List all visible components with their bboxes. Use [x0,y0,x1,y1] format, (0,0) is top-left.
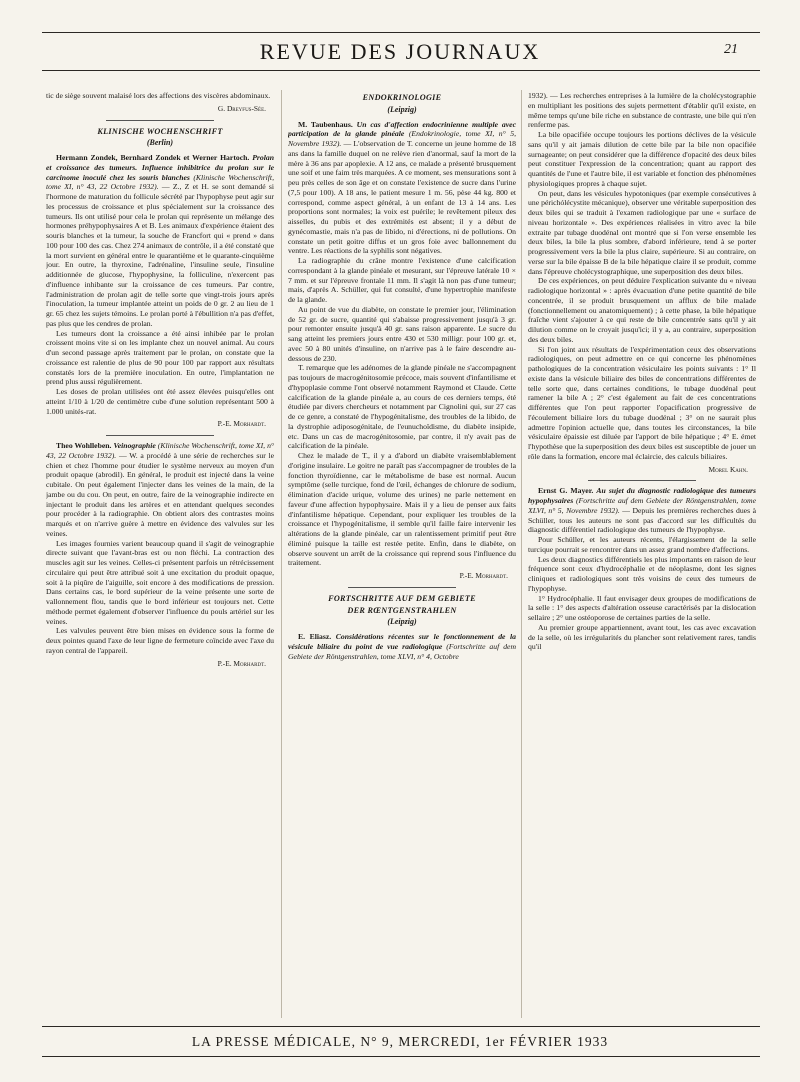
article-paragraph: 1° Hydrocéphalie. Il faut envisager deux groupes de modifications de la selle : 1° des aspects d'altération osseuse caractérisés par la dislocation sellaire ; 2° une ostéoporose de certaines parties de la selle. [528,593,756,622]
divider [348,587,456,588]
running-header-title: REVUE DES JOURNAUX [259,39,541,64]
article-source: (Klinische Wochenschrift, tome XI, n° 43, 22 Octobre 1932). [46,172,274,192]
article-header [288,632,516,661]
header-rule-bottom [42,70,760,71]
article-paragraph: Au premier groupe appartiennent, avant tout, les cas avec excavation de la selle, où les irrégularités du plancher sont relativement rares, tandis qu'il [528,622,756,652]
article-title: Considérations récentes sur le fonctionnement de la vésicule biliaire du point de vue radiologique [288,632,516,651]
article-author: E. Eliasz. [298,632,332,641]
signature: P.-E. Morhardt. [217,658,266,668]
article-wohlleben [46,441,274,668]
divider [106,435,214,436]
signature: G. Dreyfus-Sée. [217,103,266,113]
column-separator-1 [281,90,282,1018]
article-source: (Fortschritte auf dem Gebiete der Röntgenstrahlen, tome XLVI, n° 4, Octobre [288,641,516,661]
article-author: Ernst G. Mayer. [538,486,594,496]
divider [106,120,214,121]
article-header [528,486,756,535]
article-paragraph: Les images fournies varient beaucoup quand il s'agit de veinographie directe suivant que l'avant-bras est ou non fléchi. La contraction des muscles agit sur les veines. Celles-ci présentent parfois un rétrécissement circulaire qui peut être attribué soit à une excitation du produit opaque, soit à la piqûre de l'aiguille, soit encore à des modifications de pression. Dans certains cas, le bord supérieur de la veine présente une sorte de vallonnement flou, tandis que le bord inférieur est toujours net. Cette méthode permet également d'observer l'influence du pouls artériel sur les veines. [46,538,274,626]
article-paragraph: Au point de vue du diabète, on constate le premier jour, l'élimination de 52 gr. de sucre, quantité qui s'abaisse progressivement jusqu'à 3 gr. pour remonter ensuite jusqu'à 40 gr. sans raison apparente. Le sucre du sang atteint les premiers jours entre 430 et 530 milligr. pour 100 gr. et, avec 50 à 80 unités d'insuline, on n'arrive pas à le faire descendre au-dessous de 230. [288,304,516,363]
column-3 [528,91,756,1016]
article-paragraph: La radiographie du crâne montre l'existence d'une calcification correspondant à la glande pinéale et mesurant, sur l'épreuve latérale 10 × 7 mm. et sur l'épreuve frontale 11 mm. Il s'agit là non pas d'une tumeur; mais, d'après A. Schüller, qui fut consulté, d'une hypertrophie manifeste de la glande. [288,256,516,304]
column-separator-2 [521,90,522,1018]
article-zondek [46,153,274,429]
article-paragraph: T. remarque que les adénomes de la glande pinéale ne s'accompagnent pas toujours de macrogénitosomie précoce, mais souvent d'infantilisme et d'hypoplasie comme l'ont observé notamment Raymond et Claude. Cette calcification de la glande pinéale a, au cours de ces derniers temps, été étudiée par divers chercheurs et notamment par Cignolini qui, sur 27 cas de ce genre, a constaté de l'hypogénitalisme, des troubles de la libido, de la dystrophie adiposogénitale, de l'eunuchoïdisme, du diabète insipide, etc. Dans un cas de macrogénitosomie, par contre, il n'y avait pas de calcification de la pinéale. [288,363,516,451]
article-source: (Endokrinologie, tome XI, n° 5, Novembre 1932). [288,129,516,148]
article-header [288,120,516,257]
article-paragraph: — Depuis les premières recherches dues à Schüller, tous les auteurs ne sont pas d'accord sur les difficultés du diagnostic différentiel radiologique des tumeurs de l'hypophyse. [528,505,756,535]
article-paragraph: Les tumeurs dont la croissance a été ainsi inhibée par le prolan croissent moins vite si on les implante chez un nouvel animal. Au cours d'un second passage après traitement par le prolan, on constate que la croissance est ralentie de plus de 90 pour 100 par rapport aux résultats constatés lors de la première inoculation. En outre, l'implantation ne prend plus aussi régulièrement. [46,328,274,387]
article-paragraph: Chez le malade de T., il y a d'abord un diabète vraisemblablement d'origine insulaire. Le goitre ne paraît pas s'accompagner de troubles de la fonction thyroïdienne, car le métabolisme de base est normal. Aucun symptôme (selle turcique, fond de l'œil, échanges de chlorure de sodium, élimination d'acide urique, volume des urines) ne parle nettement en faveur d'une affection hypophysaire. Mais il y a lieu de penser aux faits d'infantilisme hépatique. Cependant, pour expliquer les troubles de la croissance et l'hypogénitalisme, il semble qu'il faille faire intervenir les altérations de la glande pinéale, car un ralentissement primitif peut être éliminé puisque la taille est restée petite. Enfin, dans le diabète, on observe souvent un arrêt de la croissance qui reprend sous l'influence du traitement. [288,451,516,568]
article-title: Au sujet du diagnostic radiologique des tumeurs hypophysaires [528,486,756,505]
journal-section-heading: ENDOKRINOLOGIE [362,93,442,102]
article-author: Hermann Zondek, Bernhard Zondek et Werner Hartoch. [56,153,250,162]
article-paragraph: — L'observation de T. concerne un jeune homme de 18 ans dans la famille duquel on ne relève rien d'anormal, sauf la mort de la mère à 36 ans par apoplexie. A 12 ans, ce malade a présenté brusquement une soif et une faim très marquées. A ce moment, ses mensurations sont à peu près celles de son âge et on constate l'existence de sucre dans l'urine (7,5 pour 100). A 18 ans, le patient mesure 1 m. 56, pèse 44 kg. 800 et correspond, comme aspect général, à un enfant de 13 à 14 ans. Les proportions sont normales; la voix est puérile; le revêtement pileux des aisselles, du pubis et des extrémités est absent; il y a début de gynécomastie, mais n'a pas de libido, ni d'érections, ni de pollutions. On constate un petit goitre diffus et un gros foie avec ballonnement du ventre. Les réactions de la syphilis sont négatives. [288,139,516,256]
journal-section-heading: KLINISCHE WOCHENSCHRIFT [97,126,223,136]
article-source: (Klinische Wochenschrift, tome XI, n° 43, 22 Octobre 1932). [46,441,274,460]
article-paragraph: Pour Schüller, et les auteurs récents, l'élargissement de la selle turcique pourrait se rencontrer dans un assez grand nombre d'affections. [528,535,756,554]
continuation-text: tic de siège souvent malaisé lors des affections des viscères abdominaux. [46,91,271,100]
article-header [46,441,274,539]
running-footer: LA PRESSE MÉDICALE, N° 9, MERCREDI, 1er FÉVRIER 1933 [191,1034,609,1049]
article-author: Theo Wohlleben. [56,441,112,450]
journal-city: (Leipzig) [387,104,417,114]
article-paragraph: On peut, dans les vésicules hypotoniques (par exemple consécutives à une périchólécystite mécanique), observer une véritable superposition des deux biles qui se traduit à l'examen radiologique par une « surface de niveau horizontale ». Des expériences réalisées in vitro avec la bile extraite par tubage duodénal ont montré que si l'on verse ensemble les deux biles, la bile la plus sombre, d'abord inférieure, tend à se porter progressivement vers la bile la plus claire, supérieure. Si au contraire, on verse sur la bile épaisse B de la bile hépatique claire il se produit, comme dans l'épreuve cholécystographique, une superposition des deux biles. [528,188,756,276]
journal-section-heading-line-2: DER RŒNTGENSTRAHLEN [347,605,457,615]
footer-rule-bottom [42,1056,760,1057]
article-source: (Fortschritte auf dem Gebiete der Röntgenstrahlen, tome XLVI, n° 5, Novembre 1932). [528,496,756,515]
article-paragraph: Les doses de prolan utilisées ont été assez élevées puisqu'elles ont atteint 1/10 à 1/20 de centimètre cube d'une solution représentant 500 à 1.000 unités-rat. [46,387,274,416]
divider [588,480,696,481]
article-title: Veinographie [113,441,156,450]
column-1 [46,91,274,1016]
journal-city: (Leipzig) [387,617,417,627]
column-2 [288,91,516,1016]
article-paragraph: La bile opacifiée occupe toujours les portions déclives de la vésicule sans qu'il y ait jamais dilution de cette bile par la bile non opacifiée surnageante; on peut considérer que la différence d'opacité des deux biles peut constituer l'expression de la concentration; quant au rapport des quantités de l'une et l'autre bile, il est variable et fonction des phénomènes physiologiques propres à chaque sujet. [528,130,756,188]
article-paragraph: Les valvules peuvent être bien mises en évidence sous la forme de deux pointes quand l'axe de leur ligne de fermeture coïncide avec l'axe du rayon central de l'appareil. [46,626,274,655]
journal-section-heading-line-1: FORTSCHRITTE AUF DEM GEBIETE [328,593,476,603]
article-paragraph: — W. a procédé à une série de recherches sur le chien et chez l'homme pour étudier le système nerveux au moyen d'un produit opaque (abrodil). En général, le produit est injecté dans la veine cubitale. On peut également l'injecter dans les veines de la main, de la jambe ou du cou. On peut, en outre, faire de la veinographie indirecte en injectant le produit dans les artères et en attendant quelques secondes pour procéder à la radiographie. On obtient alors des contrastes moins marqués et on n'arrive guère à mettre en évidence des valvules sur les veines. [46,450,274,538]
article-paragraph: Si l'on joint aux résultats de l'expérimentation ceux des observations radiologiques, on peut admettre en ce qui concerne les phénomènes pathologiques de la concentration vésiculaire les points suivants : 1° Il existe dans la vésicule biliaire des biles de concentrations différentes de telle sorte que, dans certaines conditions, le tubage duodénal peut ramener la bile A ; 2° c'est également au fait de ces concentrations différentes que l'on peut rapporter l'opacification progressive de l'écoulement biliaire lors du tubage duodénal ; 3° on ne saurait plus admettre l'opinion actuelle que, dans toutes les circonstances, la bile vésiculaire épaissie est diluée par l'apport de bile hépatique ; 4° E. émet l'hypothèse que la superposition des deux biles est susceptible de jouer un rôle dans la formation, encore mal éclaircie, des calculs biliaires. [528,344,756,461]
article-author: M. Taubenhaus. [298,119,353,129]
article-paragraph: De ces expériences, on peut déduire l'explication suivante du « niveau radiologique horizontal » : après évacuation d'une petite quantité de bile concentrée, il se produit brusquement un afflux de bile malade (fonctionnellement ou anatomiquement) ; à cette phase, la bile hépatique fraîche vient s'ajouter à ce qui reste de bile concentrée sans qu'il y ait dilution comme on le croyait jusqu'ici; il y a, au contraire, superposition des deux biles. [528,276,756,344]
article-header [46,153,274,329]
page-number: 21 [724,42,738,57]
article-paragraph: 1932). — Les recherches entreprises à la lumière de la cholécystographie en multipliant les positions des sujets permettent d'établir qu'il existe, en même temps qu'une bile riche en substance de contraste, une bile qui n'en renferme pas. [528,91,756,130]
article-title: Un cas d'affection endocrinienne multiple avec participation de la glande pinéale [288,119,516,139]
footer-rule-top [42,1026,760,1027]
journal-city: (Berlin) [146,138,174,148]
article-title: Prolan et croissance des tumeurs. Influence inhibitrice du prolan sur le carcinome inoculé chez les souris blanches [46,153,274,182]
article-eliasz [288,632,516,661]
article-taubenhaus [288,120,516,581]
header-rule-top [42,32,760,33]
signature: P.-E. Morhardt. [459,571,508,580]
signature: Morel Kahn. [708,464,748,474]
article-paragraph: Les deux diagnostics différentiels les plus importants en raison de leur fréquence sont ceux d'hydrocéphalie et de néoplasme, dont les signes cliniques et radiologiques sont très voisins de ceux des tumeurs de l'hypophyse. [528,554,756,593]
article-paragraph: — Z., Z et H. se sont demandé si l'hormone de maturation du follicule sécrété par l'hypophyse peut agir sur les processus de croissance et plus spécialement sur la croissance des tumeurs. Ils ont utilisé pour cela le prolan qui représente un mélange des hormones préhypophysaires A et B. Les animaux d'expérience étaient des souris blanches et la tumeur, la souche de Francfort qui « prend » dans 100 pour 100 des cas. Chez 274 animaux de contrôle, il a été constaté que la mort survient en général entre le quarantième et le quarante-cinquième jour. En outre, la thyroxine, l'adrénaline, l'insuline seule, l'insuline additionnée de glucose, l'hypophysine, la folliculine, n'exercent pas d'influence inhibante sur la croissance de ces tumeurs. Par contre, l'administration de prolan agit de telle sorte que vingt-trois jours après l'inoculation, la tumeur implantée atteint un poids de 0 gr. 2 au lieu de 1 gr. 65 chez les sujets témoins. Le prolan porté à l'ébullition n'a pas d'effet, pas plus que les cendres de prolan. [46,182,274,328]
article-mayer [528,486,756,652]
signature: P.-E. Morhardt. [217,419,266,429]
